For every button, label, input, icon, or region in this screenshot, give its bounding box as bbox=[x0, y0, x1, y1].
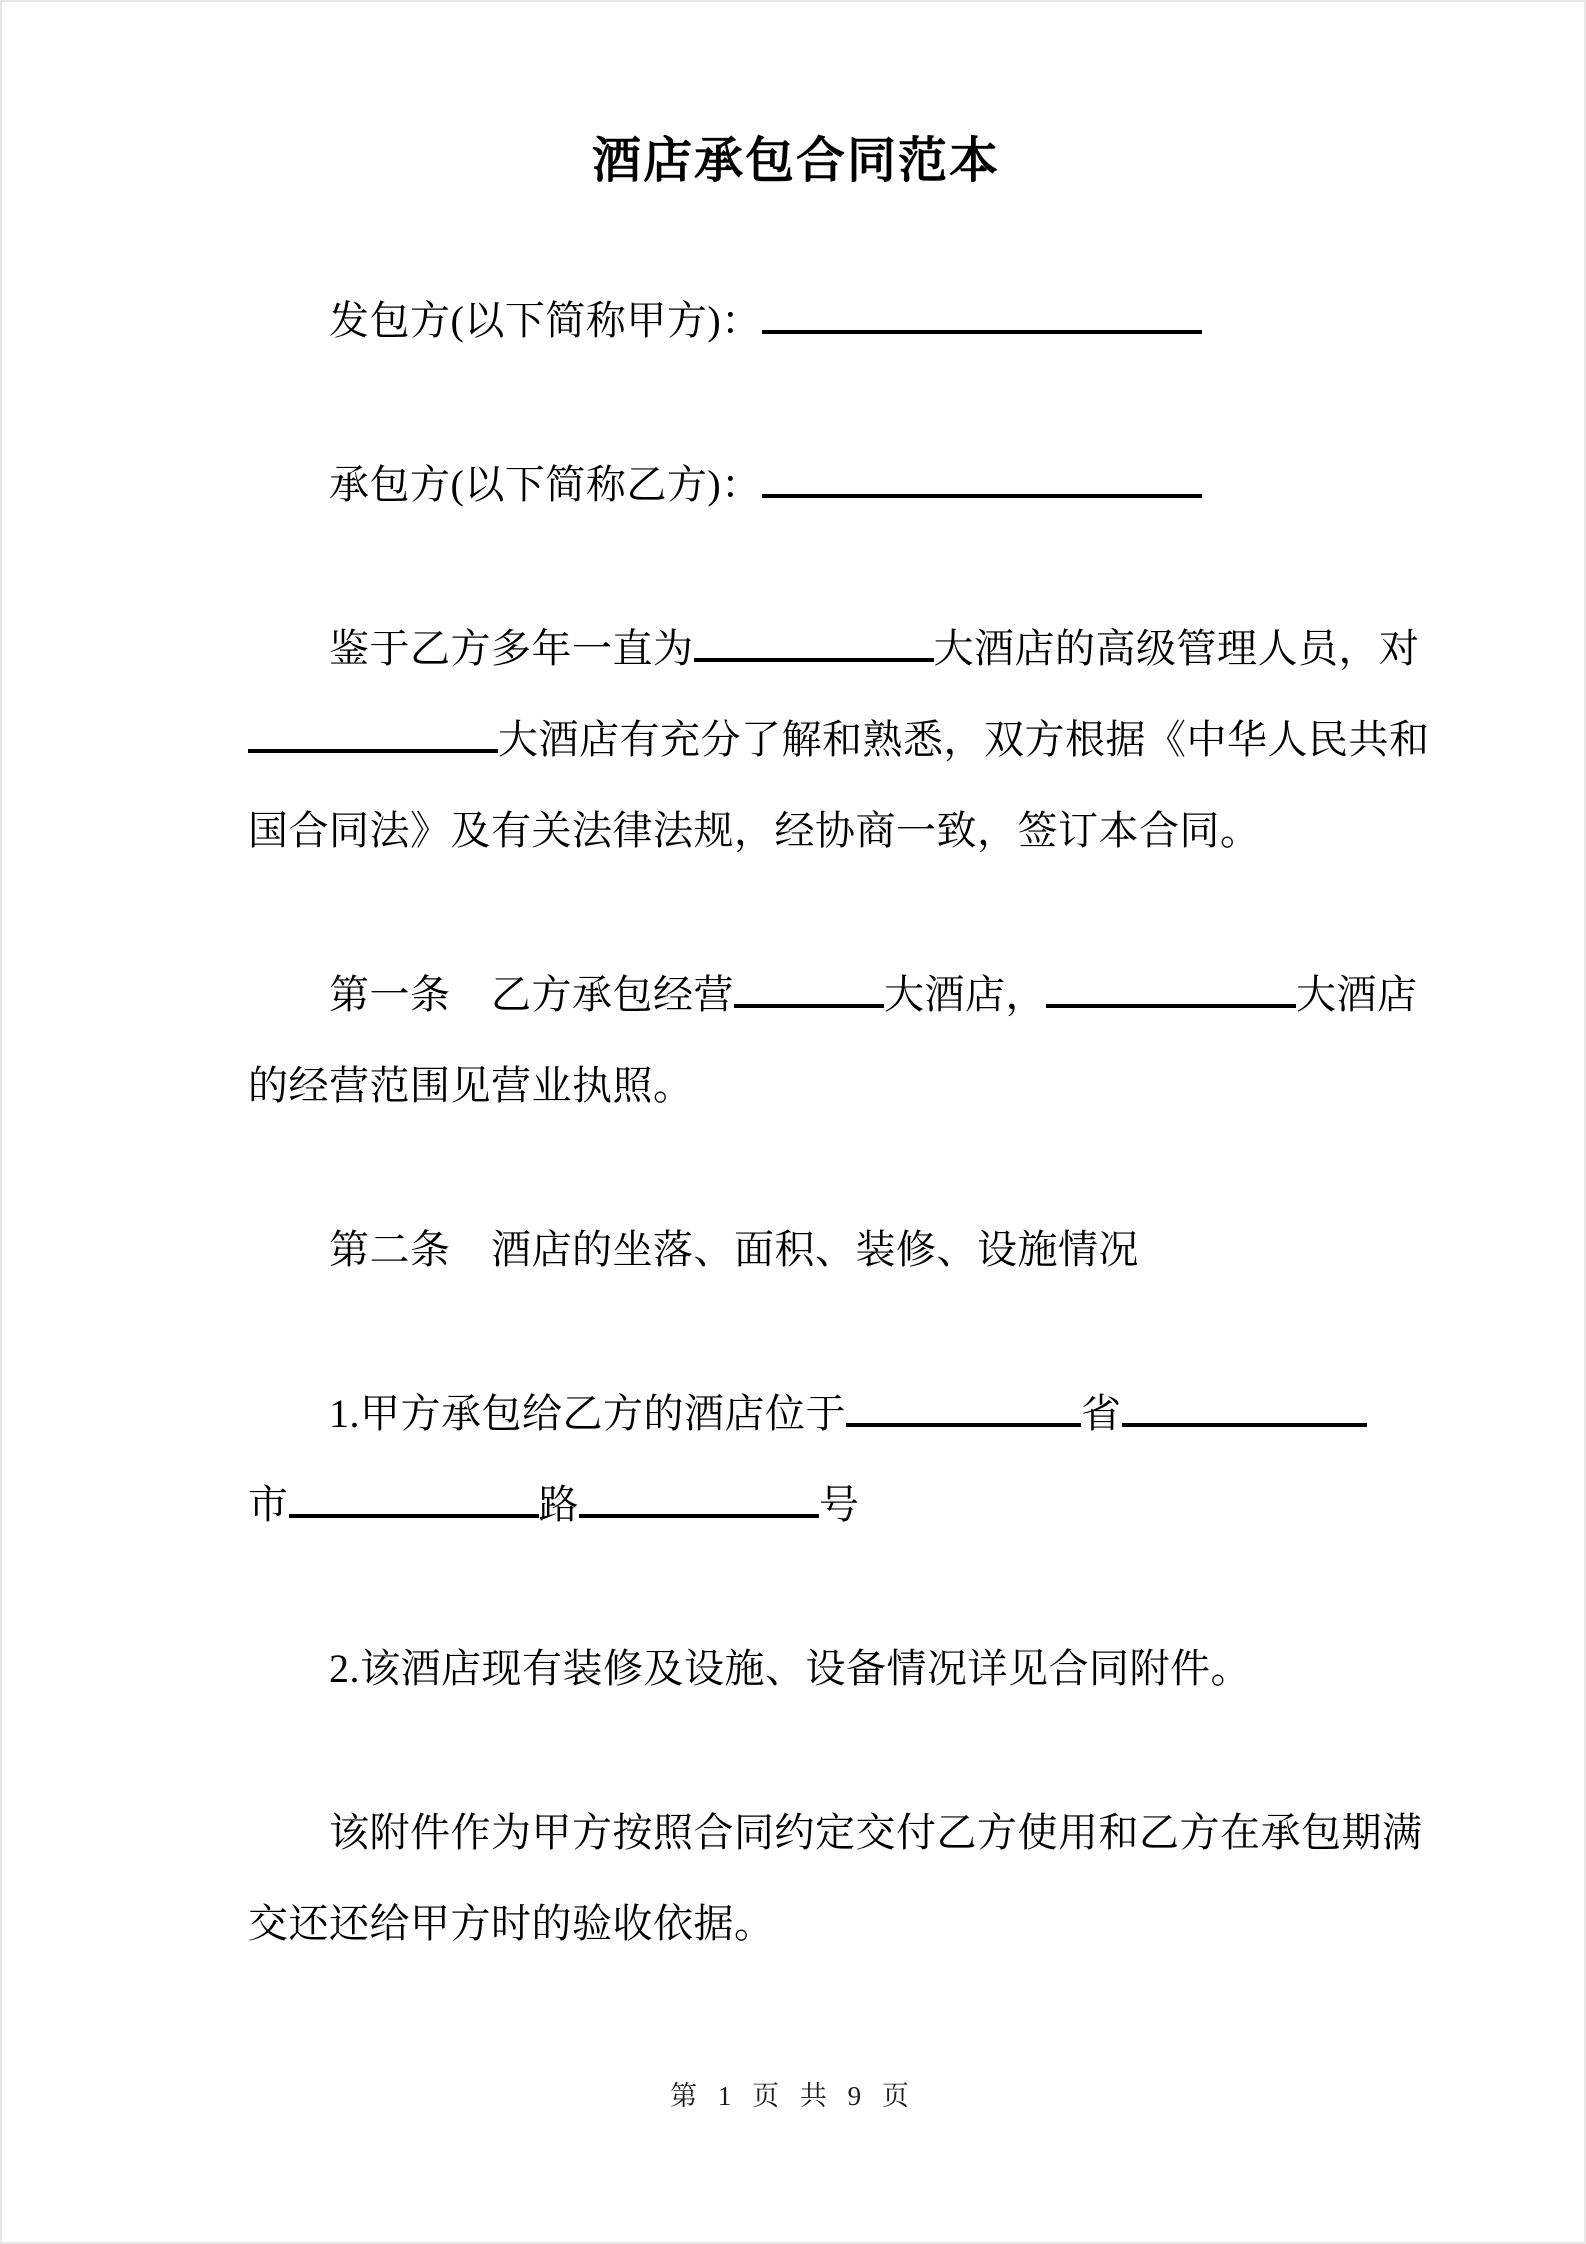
text-line bbox=[248, 785, 1384, 876]
text-segment: 大酒店， bbox=[884, 972, 1046, 1017]
text-segment: 大酒店 bbox=[1296, 972, 1418, 1017]
fill-in-blank bbox=[1046, 967, 1296, 1008]
text-line bbox=[248, 1459, 1384, 1550]
text-segment: 大酒店的高级管理人员，对 bbox=[933, 626, 1420, 671]
text-segment: 国合同法》及有关法律法规，经协商一致，签订本合同。 bbox=[248, 808, 1261, 853]
fill-in-blank bbox=[248, 712, 498, 753]
text-segment: 的经营范围见营业执照。 bbox=[248, 1063, 694, 1108]
text-segment: 该附件作为甲方按照合同约定交付乙方使用和乙方在承包期满 bbox=[329, 1810, 1423, 1855]
text-segment: 1.甲方承包给乙方的酒店位于 bbox=[329, 1391, 846, 1436]
fill-in-blank bbox=[846, 1386, 1081, 1427]
text-segment: 第一条 乙方承包经营 bbox=[329, 972, 734, 1017]
text-line bbox=[248, 1878, 1384, 1969]
text-line bbox=[248, 1787, 1423, 1878]
text-segment: 鉴于乙方多年一直为 bbox=[329, 626, 694, 671]
text-segment: 市 bbox=[248, 1482, 289, 1527]
text-segment: 号 bbox=[819, 1482, 860, 1527]
text-line bbox=[248, 1623, 1384, 1714]
text-segment: 大酒店有充分了解和熟悉，双方根据《中华人民共和 bbox=[498, 717, 1430, 762]
text-line bbox=[248, 1204, 1384, 1295]
document-body bbox=[248, 275, 1430, 1969]
fill-in-blank bbox=[734, 967, 884, 1008]
fill-in-blank bbox=[762, 293, 1202, 334]
text-line bbox=[248, 275, 1384, 366]
text-segment: 承包方(以下简称乙方)： bbox=[329, 462, 762, 507]
fill-in-blank bbox=[694, 621, 934, 662]
text-line bbox=[248, 1368, 1384, 1459]
fill-in-blank bbox=[579, 1477, 819, 1518]
text-segment: 2.该酒店现有装修及设施、设备情况详见合同附件。 bbox=[329, 1646, 1251, 1691]
text-line bbox=[248, 694, 1430, 785]
fill-in-blank bbox=[289, 1477, 539, 1518]
text-segment: 第二条 酒店的坐落、面积、装修、设施情况 bbox=[329, 1227, 1139, 1272]
text-line bbox=[248, 439, 1384, 530]
text-line bbox=[248, 1040, 1384, 1131]
text-line bbox=[248, 603, 1420, 694]
text-segment: 交还还给甲方时的验收依据。 bbox=[248, 1901, 775, 1946]
text-segment: 省 bbox=[1081, 1391, 1122, 1436]
text-segment: 路 bbox=[538, 1482, 579, 1527]
fill-in-blank bbox=[762, 457, 1202, 498]
text-line bbox=[248, 949, 1418, 1040]
text-segment: 发包方(以下简称甲方)： bbox=[329, 298, 762, 343]
page-footer: 第 1 页 共 9 页 bbox=[670, 2081, 916, 2111]
fill-in-blank bbox=[1122, 1386, 1367, 1427]
document-title: 酒店承包合同范本 bbox=[591, 133, 1000, 188]
